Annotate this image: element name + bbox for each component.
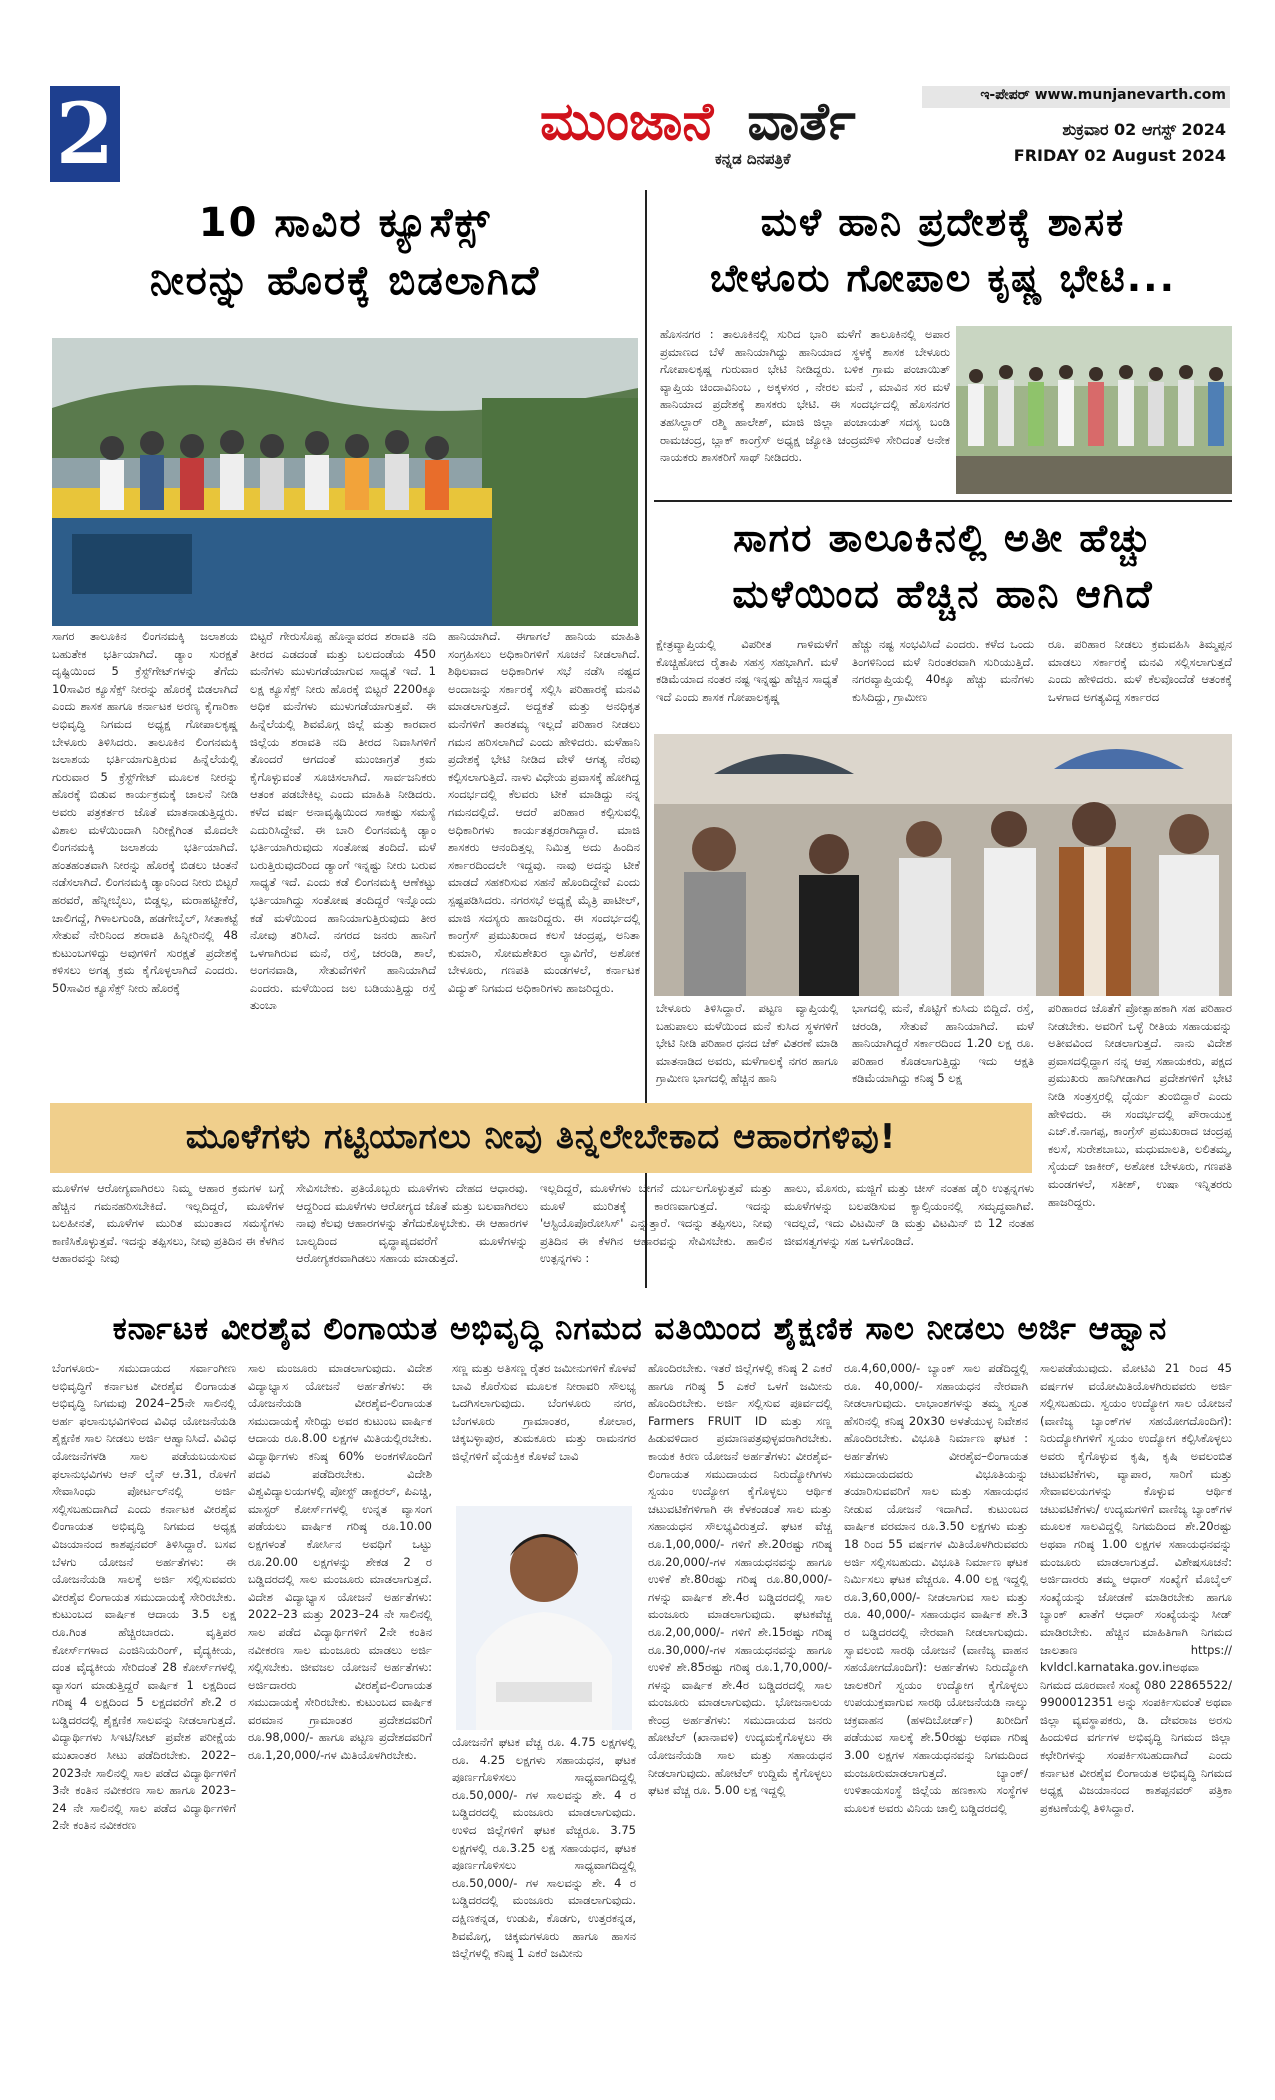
story1-headline [50, 194, 640, 310]
story1-headline-line1: 10 ಸಾವಿರ ಕ್ಯೂಸೆಕ್ಸ್ [198, 200, 492, 246]
health-col2-text: ಸೇವಿಸಬೇಕು. ಪ್ರತಿಯೊಬ್ಬರು ಮೂಳೆಗಳು ದೇಹದ ಆಧಾರವು. ಆದ್ದರಿಂದ ಮೂಳೆಗಳು ಆರೋಗ್ಯದ ಜೊತೆ ಮತ್ತು ಬಲವಾಗಿರಲು ನಾವು ಕೆಲವು ಆಹಾರಗಳನ್ನು ತೆಗೆದುಕೊಳ್ಳಬೇಕು. ಈ ಆಹಾರಗಳ ಬಾಲ್ಯದಿಂದ ವೃದ್ಧಾಪ್ಯದವರೆಗೆ ಮೂಳೆಗಳನ್ನು ಆರೋಗ್ಯಕರವಾಗಿಡಲು ಸಹಾಯ ಮಾಡುತ್ತದೆ. [296, 1181, 528, 1266]
story4-col3-lower [452, 1734, 636, 2080]
story2-headline [654, 194, 1232, 306]
story3-col3-text: ರೂ. ಪರಿಹಾರ ನೀಡಲು ಕ್ರಮವಹಿಸಿ ತಿಮ್ಮಪ್ಪನ ಮಾಡಲು ಸರ್ಕಾರಕ್ಕೆ ಮನವಿ ಸಲ್ಲಿಸಲಾಗುತ್ತದೆ ಎಂದು ಹೇಳಿದರು. ಮಳೆ ಕೆಲವೊಂದೆಡೆ ಆತಂಕಕ್ಕೆ ಒಳಗಾದ ಅಗತ್ಯವಿದ್ದ ಸರ್ಕಾರದ [1048, 637, 1232, 704]
story3-headline-line2: ಮಳೆಯಿಂದ ಹೆಚ್ಚಿನ ಹಾನಿ ಆಗಿದೆ [732, 572, 1154, 616]
health-col4-text: ಹಾಲು, ಮೊಸರು, ಮಜ್ಜಿಗೆ ಮತ್ತು ಚೀಸ್ ನಂತಹ ಡೈರಿ ಉತ್ಪನ್ನಗಳು ಮೂಳೆಗಳನ್ನು ಬಲಪಡಿಸುವ ಕ್ಯಾಲ್ಸಿಯಂನಲ್ಲಿ ಸಮೃದ್ಧವಾಗಿವೆ. ಇದಲ್ಲದೆ, ಇದು ವಿಟಮಿನ್ ಡಿ ಮತ್ತು ವಿಟಮಿನ್ ಬಿ 12 ನಂತಹ ಜೀವಸತ್ವಗಳನ್ನು ಸಹ ಒಳಗೊಂಡಿದೆ. [784, 1181, 1034, 1248]
dam-photo [52, 338, 638, 626]
story1-col2-text: ಬಿಟ್ಟರೆ ಗೇರುಸೊಪ್ಪ ಹೊನ್ನಾವರದ ಶರಾವತಿ ನದಿ ತೀರದ ಎಡದಂಡೆ ಮತ್ತು ಬಲದಂಡೆಯ 450 ಮನೆಗಳು ಮುಳುಗಡೆಯಾಗುವ ಸಾಧ್ಯತೆ ಇದೆ. 1 ಲಕ್ಷ ಕ್ಯೂಸೆಕ್ಸ್ ನೀರು ಹೊರಕ್ಕೆ ಬಿಟ್ಟರೆ 2200ಕ್ಕೂ ಅಧಿಕ ಮನೆಗಳು ಮುಳುಗಡೆಯಾಗುತ್ತವೆ. ಈ ಹಿನ್ನೆಲೆಯಲ್ಲಿ ಶಿವಮೊಗ್ಗ ಜಿಲ್ಲೆ ಮತ್ತು ಕಾರವಾರ ಜಿಲ್ಲೆಯ ಶರಾವತಿ ನದಿ ತೀರದ ನಿವಾಸಿಗಳಿಗೆ ತೊಂದರೆ ಆಗದಂತೆ ಮುಂಜಾಗ್ರತೆ ಕ್ರಮ ಕೈಗೊಳ್ಳುವಂತೆ ಸೂಚಿಸಲಾಗಿದೆ. ಸಾರ್ವಜನಿಕರು ಆತಂಕ ಪಡಬೇಕಿಲ್ಲ ಎಂದು ಮಾಹಿತಿ ನೀಡಿದರು. ಕಳೆದ ವರ್ಷ ಅನಾವೃಷ್ಟಿಯಿಂದ ಸಾಕಷ್ಟು ಸಮಸ್ಯೆ ಎದುರಿಸಿದ್ದೇವೆ. ಈ ಬಾರಿ ಲಿಂಗನಮಕ್ಕಿ ಡ್ಯಾಂ ಭರ್ತಿಯಾಗಿರುವುದು ಸಂತೋಷ ತಂದಿದೆ. ಮಳೆ ಬರುತ್ತಿರುವುದರಿಂದ ಡ್ಯಾಂಗೆ ಇನ್ನಷ್ಟು ನೀರು ಬರುವ ಸಾಧ್ಯತೆ ಇದೆ. ಎಂದು ಕಡೆ ಲಿಂಗನಮಕ್ಕಿ ಆಣೆಕಟ್ಟು ಭರ್ತಿಯಾಗಿದ್ದು ಸಂತೋಷ ತಂದಿದ್ದರೆ ಇನ್ನೊಂದು ಕಡೆ ಮಳೆಯಿಂದ ಹಾನಿಯಾಗುತ್ತಿರುವುದು ತೀರ ನೋವು ತರಿಸಿದೆ. ನಗರದ ಜನರು ಹಾನಿಗೆ ಒಳಗಾಗಿರುವ ಮನೆ, ರಸ್ತೆ, ಚರಂಡಿ, ಶಾಲೆ, ಅಂಗನವಾಡಿ, ಸೇತುವೆಗಳಿಗೆ ಹಾನಿಯಾಗಿದೆ ಎಂದರು. ಮಳೆಯಿಂದ ಜಲ ಬಡಿಯುತ್ತಿದ್ದು ರಸ್ತೆ ತುಂಬಾ [250, 629, 436, 1013]
story3-lower-col3 [1048, 1000, 1232, 1288]
newspaper-logo [540, 92, 856, 152]
story1-body-col1 [52, 628, 238, 1104]
story1-headline-line2: ನೀರನ್ನು ಹೊರಕ್ಕೆ ಬಿಡಲಾಗಿದೆ [149, 258, 541, 304]
story4-col1 [52, 1360, 236, 2080]
logo-word-1: ಮುಂಜಾನೆ [540, 92, 714, 152]
story3-lower2-text: ಭಾಗದಲ್ಲಿ ಮನೆ, ಕೊಟ್ಟಿಗೆ ಕುಸಿದು ಬಿದ್ದಿದೆ. ರಸ್ತೆ, ಚರಂಡಿ, ಸೇತುವೆ ಹಾನಿಯಾಗಿದೆ. ಮಳೆ ಹಾನಿಯಾಗಿದ್ದರೆ ಸರ್ಕಾರದಿಂದ 1.20 ಲಕ್ಷ ರೂ. ಪರಿಹಾರ ಕೊಡಲಾಗುತ್ತಿದ್ದು ಇದು ಆಕ್ಷತಿ ಕಡಿಮೆಯಾಗಿದ್ದು ಕನಿಷ್ಠ 5 ಲಕ್ಷ [852, 1001, 1034, 1086]
flood-relief-photo [654, 734, 1232, 996]
date-english: FRIDAY 02 August 2024 [1013, 146, 1226, 165]
story3-lower1-text: ಬೇಳೂರು ತಿಳಿಸಿದ್ದಾರೆ. ಪಟ್ಟಣ ವ್ಯಾಪ್ತಿಯಲ್ಲಿ ಬಹುಪಾಲು ಮಳೆಯಿಂದ ಮನೆ ಕುಸಿದ ಸ್ಥಳಗಳಿಗೆ ಭೇಟಿ ನೀಡಿ ಪರಿಹಾರ ಧನದ ಚೆಕ್ ವಿತರಣೆ ಮಾಡಿ ಮಾತನಾಡಿದ ಅವರು, ಮಳೆಗಾಲಕ್ಕೆ ನಗರ ಹಾಗೂ ಗ್ರಾಮೀಣ ಭಾಗದಲ್ಲಿ ಹೆಚ್ಚಿನ ಹಾನಿ [656, 1001, 838, 1086]
story4-col3-text: ಸಣ್ಣ ಮತ್ತು ಅತಿಸಣ್ಣ ರೈತರ ಜಮೀನುಗಳಿಗೆ ಕೊಳವೆ ಬಾವಿ ಕೊರೆಸುವ ಮೂಲಕ ನೀರಾವರಿ ಸೌಲಭ್ಯ ಒದಗಿಸಲಾಗುವುದು. ಬೆಂಗಳೂರು ನಗರ, ಬೆಂಗಳೂರು ಗ್ರಾಮಾಂತರ, ಕೋಲಾರ, ಚಿಕ್ಕಬಳ್ಳಾಪುರ, ತುಮಕೂರು ಮತ್ತು ರಾಮನಗರ ಜಿಲ್ಲೆಗಳಿಗೆ ವೈಯಕ್ತಿಕ ಕೊಳವೆ ಬಾವಿ [452, 1361, 636, 1463]
mla-visit-photo [956, 326, 1232, 494]
health-col1-text: ಮೂಳೆಗಳ ಆರೋಗ್ಯವಾಗಿರಲು ನಿಮ್ಮ ಆಹಾರ ಕ್ರಮಗಳ ಬಗ್ಗೆ ಹೆಚ್ಚಿನ ಗಮನಹರಿಸಬೇಕಿದೆ. ಇಲ್ಲದಿದ್ದರೆ, ಮೂಳೆಗಳ ಬಲಹೀನತೆ, ಮೂಳೆಗಳ ಮುರಿತ ಮುಂತಾದ ಸಮಸ್ಯೆಗಳು ಕಾಣಿಸಿಕೊಳ್ಳುತ್ತವೆ. ಇದನ್ನು ತಪ್ಪಿಸಲು, ನೀವು ಪ್ರತಿದಿನ ಈ ಕೆಳಗಿನ ಆಹಾರವನ್ನು ನೀವು [52, 1181, 284, 1266]
story4-col5-text: ರೂ.4,60,000/- ಬ್ಯಾಂಕ್ ಸಾಲ ಪಡೆದಿದ್ದಲ್ಲಿ ರೂ. 40,000/- ಸಹಾಯಧನ ನೇರವಾಗಿ ನೀಡಲಾಗುವುದು. ಲಾಭಾಂಶಗಳನ್ನು ತಮ್ಮ ಸ್ವಂತ ಹೆಸರಿನಲ್ಲಿ ಕನಿಷ್ಠ 20x30 ಅಳತೆಯುಳ್ಳ ನಿವೇಶನ ಹೊಂದಿರಬೇಕು. ವಿಭೂತಿ ನಿರ್ಮಾಣ ಘಟಕ : ಅರ್ಹತೆಗಳು ವೀರಶೈವ–ಲಿಂಗಾಯತ ಸಮುದಾಯದವರು ವಿಭೂತಿಯನ್ನು ತಯಾರಿಸುವವರಿಗೆ ಸಾಲ ಮತ್ತು ಸಹಾಯಧನ ನೀಡುವ ಯೋಜನೆ ಇದಾಗಿದೆ. ಕುಟುಂಬದ ವಾರ್ಷಿಕ ವರಮಾನ ರೂ.3.50 ಲಕ್ಷಗಳು ಮತ್ತು 18 ರಿಂದ 55 ವರ್ಷಗಳ ಮಿತಿಯೊಳಗಿರುವವರು ಅರ್ಜಿ ಸಲ್ಲಿಸಬಹುದು. ವಿಭೂತಿ ನಿರ್ಮಾಣ ಘಟಕ ನಿರ್ಮಿಸಲು ಘಟಕ ವೆಚ್ಚರೂ. 4.00 ಲಕ್ಷ ಇದ್ದಲ್ಲಿ ರೂ.3,60,000/- ನೀಡಲಾಗುವ ಸಾಲ ಮತ್ತು ರೂ. 40,000/- ಸಹಾಯಧನ ವಾರ್ಷಿಕ ಶೇ.3 ರ ಬಡ್ಡಿದರದಲ್ಲಿ ನೇರವಾಗಿ ನೀಡಲಾಗುವುದು. ಸ್ವಾವಲಂಬಿ ಸಾರಥಿ ಯೋಜನೆ (ವಾಣಿಜ್ಯ ವಾಹನ ಸಹಯೋಗದೊಂದಿಗೆ): ಅರ್ಹತೆಗಳು ನಿರುದ್ಯೋಗಿ ಚಾಲಕರಿಗೆ ಸ್ವಯಂ ಉದ್ಯೋಗ ಕೈಗೊಳ್ಳಲು ಉಪಯುಕ್ತವಾಗುವ ಸಾರಥಿ ಯೋಜನೆಯಡಿ ನಾಲ್ಕು ಚಕ್ರವಾಹನ (ಹಳದಿಬೋರ್ಡ್) ಖರೀದಿಗೆ ಪಡೆಯುವ ಸಾಲಕ್ಕೆ ಶೇ.50ರಷ್ಟು ಅಥವಾ ಗರಿಷ್ಠ 3.00 ಲಕ್ಷಗಳ ಸಹಾಯಧನವನ್ನು ನಿಗಮದಿಂದ ಮಂಜೂರುಮಾಡಲಾಗುತ್ತದೆ. ಬ್ಯಾಂಕ್/ ಉಳಿತಾಯಸಂಸ್ಥೆ ಜಿಲ್ಲೆಯ ಹಣಕಾಸು ಸಂಸ್ಥೆಗಳ ಮೂಲಕ ಅವರು ವಿನಿಯ ಚಾಲ್ತಿ ಬಡ್ಡಿದರದಲ್ಲಿ [844, 1361, 1028, 1815]
story3-lower-col2 [852, 1000, 1034, 1104]
story4-col2-text: ಸಾಲ ಮಂಜೂರು ಮಾಡಲಾಗುವುದು. ವಿದೇಶ ವಿದ್ಯಾಭ್ಯಾಸ ಯೋಜನೆ ಅರ್ಹತೆಗಳು: ಈ ಯೋಜನೆಯಡಿ ವೀರಶೈವ-ಲಿಂಗಾಯತ ಸಮುದಾಯಕ್ಕೆ ಸೇರಿದ್ದು ಅವರ ಕುಟುಂಬ ವಾರ್ಷಿಕ ಆದಾಯ ರೂ.8.00 ಲಕ್ಷಗಳ ಮಿತಿಯಲ್ಲಿರಬೇಕು. ವಿದ್ಯಾರ್ಥಿಗಳು ಕನಿಷ್ಠ 60% ಅಂಕಗಳೊಂದಿಗೆ ಪದವಿ ಪಡೆದಿರಬೇಕು. ವಿದೇಶಿ ವಿಶ್ವವಿದ್ಯಾಲಯಗಳಲ್ಲಿ ಪೋಸ್ಟ್ ಡಾಕ್ಟರಲ್, ಪಿಎಚ್ಡಿ, ಮಾಸ್ಟರ್ ಕೋರ್ಸ್‌ಗಳಲ್ಲಿ ಉನ್ನತ ವ್ಯಾಸಂಗ ಪಡೆಯಲು ವಾರ್ಷಿಕ ಗರಿಷ್ಠ ರೂ.10.00 ಲಕ್ಷಗಳಂತೆ ಕೋರ್ಸಿನ ಅವಧಿಗೆ ಒಟ್ಟು ರೂ.20.00 ಲಕ್ಷಗಳನ್ನು ಶೇಕಡ 2 ರ ಬಡ್ಡಿದರದಲ್ಲಿ ಸಾಲ ಮಂಜೂರು ಮಾಡಲಾಗುತ್ತದೆ. ವಿದೇಶ ವಿದ್ಯಾಭ್ಯಾಸ ಯೋಜನೆ ಅರ್ಹತೆಗಳು: 2022–23 ಮತ್ತು 2023–24 ನೇ ಸಾಲಿನಲ್ಲಿ ಸಾಲ ಪಡೆದ ವಿದ್ಯಾರ್ಥಿಗಳಿಗೆ 2ನೇ ಕಂತಿನ ನವೀಕರಣ ಸಾಲ ಮಂಜೂರು ಮಾಡಲು ಅರ್ಜಿ ಸಲ್ಲಿಸಬೇಕು. ಜೀವಜಲ ಯೋಜನೆ ಅರ್ಹತೆಗಳು: ಅರ್ಜಿದಾರರು ವೀರಶೈವ-ಲಿಂಗಾಯತ ಸಮುದಾಯಕ್ಕೆ ಸೇರಿರಬೇಕು. ಕುಟುಂಬದ ವಾರ್ಷಿಕ ವರಮಾನ ಗ್ರಾಮಾಂತರ ಪ್ರದೇಶದವರಿಗೆ ರೂ.98,000/- ಹಾಗೂ ಪಟ್ಟಣ ಪ್ರದೇಶದವರಿಗೆ ರೂ.1,20,000/-ಗಳ ಮಿತಿಯೊಳಗಿರಬೇಕು. [248, 1361, 432, 1763]
story3-body-col2 [852, 636, 1034, 728]
story2-headline-line2: ಬೇಳೂರು ಗೋಪಾಲ ಕೃಷ್ಣ ಭೇಟಿ... [709, 256, 1177, 300]
logo-word-2: ವಾರ್ತೆ [747, 92, 856, 152]
health-col2 [296, 1180, 528, 1288]
story1-body-col3 [448, 628, 640, 1104]
story3-headline-line1: ಸಾಗರ ತಾಲೂಕಿನಲ್ಲಿ ಅತೀ ಹೆಚ್ಚು [733, 516, 1153, 560]
health-banner [50, 1103, 1032, 1173]
story2-headline-line1: ಮಳೆ ಹಾನಿ ಪ್ರದೇಶಕ್ಕೆ ಶಾಸಕ [760, 200, 1126, 244]
page-number: 2 [50, 86, 120, 182]
story3-lower-col1 [656, 1000, 838, 1104]
story3-headline [654, 510, 1232, 622]
health-banner-title: ಮೂಳೆಗಳು ಗಟ್ಟಿಯಾಗಲು ನೀವು ತಿನ್ನಲೇಬೇಕಾದ ಆಹಾರಗಳಿವು! [185, 1117, 897, 1157]
story4-headline: ಕರ್ನಾಟಕ ವೀರಶೈವ ಲಿಂಗಾಯತ ಅಭಿವೃದ್ಧಿ ನಿಗಮದ ವತಿಯಿಂದ ಶೈಕ್ಷಣಿಕ ಸಾಲ ನೀಡಲು ಅರ್ಜಿ ಆಹ್ವಾನ [112, 1311, 1168, 1347]
story1-body-col2 [250, 628, 436, 1104]
story2-body-text: ಹೊಸನಗರ : ತಾಲೂಕಿನಲ್ಲಿ ಸುರಿದ ಭಾರಿ ಮಳೆಗೆ ತಾಲೂಕಿನಲ್ಲಿ ಅಪಾರ ಪ್ರಮಾಣದ ಬೆಳೆ ಹಾನಿಯಾಗಿದ್ದು ಹಾನಿಯಾದ ಸ್ಥಳಕ್ಕೆ ಶಾಸಕ ಬೇಳೂರು ಗೋಪಾಲಕೃಷ್ಣ ಗುರುವಾರ ಭೇಟಿ ನೀಡಿದ್ದರು. ಬಳಿಕ ಗ್ರಾಮ ಪಂಚಾಯಿತ್ ವ್ಯಾಪ್ತಿಯ ಚಿಂದಾವಿನಿಂಬ , ಅಕ್ಕಳಸರ , ನೇರಲ ಮನೆ , ಮಾವಿನ ಸರ ಮಳೆ ಹಾನಿಯಾದ ಪ್ರದೇಶಕ್ಕೆ ಶಾಸಕರು ಭೇಟಿ. ಈ ಸಂದರ್ಭದಲ್ಲಿ ಹೊಸನಗರ ತಹಸಿಲ್ದಾರ್ ರಶ್ಮಿ ಹಾಲೇಶ್, ಮಾಜಿ ಜಿಲ್ಲಾ ಪಂಚಾಯತ್ ಸದಸ್ಯ ಬಂಡಿ ರಾಮಚಂದ್ರ, ಬ್ಲಾಕ್ ಕಾಂಗ್ರೆಸ್ ಅಧ್ಯಕ್ಷ ಜ್ಯೋತಿ ಚಂದ್ರಮೌಳಿ ಸೇರಿದಂತೆ ಅನೇಕ ನಾಯಕರು ಶಾಸಕರಿಗೆ ಸಾಥ್ ನೀಡಿದರು. [660, 327, 950, 465]
story1-col3-text: ಹಾನಿಯಾಗಿದೆ. ಈಗಾಗಲೆ ಹಾನಿಯ ಮಾಹಿತಿ ಸಂಗ್ರಹಿಸಲು ಅಧಿಕಾರಿಗಳಿಗೆ ಸೂಚನೆ ನೀಡಲಾಗಿದೆ. ಶಿಥಿಲವಾದ ಅಧಿಕಾರಿಗಳ ಸಭೆ ನಡೆಸಿ ನಷ್ಟದ ಅಂದಾಜನ್ನು ಸರ್ಕಾರಕ್ಕೆ ಸಲ್ಲಿಸಿ ಪರಿಹಾರಕ್ಕೆ ಮನವಿ ಮಾಡಲಾಗುತ್ತದೆ. ಅದ್ದಕತೆ ಮತ್ತು ಅನಧಿಕೃತ ಮನೆಗಳಿಗೆ ತಾರತಮ್ಯ ಇಲ್ಲದೆ ಪರಿಹಾರ ನೀಡಲು ಗಮನ ಹರಿಸಲಾಗಿದೆ ಎಂದು ಹೇಳಿದರು. ಮಳೆಹಾನಿ ಪ್ರದೇಶಕ್ಕೆ ಭೇಟಿ ನೀಡಿದ ವೇಳೆ ಆಗತ್ಯ ನೆರವು ಕಲ್ಪಿಸಲಾಗುತ್ತಿದೆ. ನಾಳು ವಿಧೇಯ ಪ್ರವಾಸಕ್ಕೆ ಹೋಗಿದ್ದ ಸಂದರ್ಭದಲ್ಲಿ ಕೆಲವರು ಟೀಕೆ ಮಾಡಿದ್ದು ನನ್ನ ಗಮನದಲ್ಲಿದೆ. ಆದರೆ ಪರಿಹಾರ ಕಲ್ಪಿಸುವಲ್ಲಿ ಅಧಿಕಾರಿಗಳು ಕಾರ್ಯತತ್ಪರರಾಗಿದ್ದಾರೆ. ಮಾಜಿ ಶಾಸಕರು ಆನಂದಿತ್ತಲ್ಲ ನಿಮಿತ್ತ ಅದು ಹಿಂದಿನ ಸರ್ಕಾರದಿಂದಲೇ ಇದ್ದವು. ನಾವು ಅದನ್ನು ಟೀಕೆ ಮಾಡದೆ ಸಹಕರಿಸುವ ಸಹನೆ ಹೊಂದಿದ್ದೇವೆ ಎಂದು ಸ್ಪಷ್ಟಪಡಿಸಿದರು. ನಗರಸಭೆ ಅಧ್ಯಕ್ಷೆ ಮೈತ್ರಿ ಪಾಟೀಲ್, ಮಾಜಿ ಸದಸ್ಯರು ಹಾಜರಿದ್ದರು. ಈ ಸಂದರ್ಭದಲ್ಲಿ ಕಾಂಗ್ರೆಸ್ ಪ್ರಮುಖರಾದ ಕಲಸೆ ಚಂದ್ರಪ್ಪ, ಅನಿತಾ ಕುಮಾರಿ, ಸೋಮಶೇಖರ ಲ್ಯಾವಿಗೆರೆ, ಅಶೋಕ ಬೇಳೂರು, ಗಣಪತಿ ಮಂಡಗಳಲೆ, ಕರ್ನಾಟಕ ವಿದ್ಯುತ್ ನಿಗಮದ ಅಧಿಕಾರಿಗಳು ಹಾಜರಿದ್ದರು. [448, 629, 640, 995]
epaper-bar [922, 86, 1230, 108]
story4-col2 [248, 1360, 432, 2080]
chairman-portrait [456, 1506, 632, 1730]
story3-col2-text: ಹೆಚ್ಚು ನಷ್ಟ ಸಂಭವಿಸಿದೆ ಎಂದರು. ಕಳೆದ ಒಂದು ತಿಂಗಳಿನಿಂದ ಮಳೆ ನಿರಂತರವಾಗಿ ಸುರಿಯುತ್ತಿದೆ. ನಗರವ್ಯಾಪ್ತಿಯಲ್ಲಿ 40ಕ್ಕೂ ಹೆಚ್ಚು ಮನೆಗಳು ಕುಸಿದಿದ್ದು, ಗ್ರಾಮೀಣ [852, 637, 1034, 704]
story4-col4 [648, 1360, 832, 2080]
tagline: ಕನ್ನಡ ದಿನಪತ್ರಿಕೆ [715, 150, 791, 168]
story4-col3-lower-text: ಯೋಜನೆಗೆ ಘಟಕ ವೆಚ್ಚ ರೂ. 4.75 ಲಕ್ಷಗಳಲ್ಲಿ ರೂ. 4.25 ಲಕ್ಷಗಳು ಸಹಾಯಧನ, ಘಟಕ ಪೂರ್ಣಗೊಳಿಸಲು ಸಾಧ್ಯವಾಗದಿದ್ದಲ್ಲಿ ರೂ.50,000/- ಗಳ ಸಾಲವನ್ನು ಶೇ. 4 ರ ಬಡ್ಡಿದರದಲ್ಲಿ ಮಂಜೂರು ಮಾಡಲಾಗುವುದು. ಉಳಿದ ಜಿಲ್ಲೆಗಳಿಗೆ ಘಟಕ ವೆಚ್ಚರೂ. 3.75 ಲಕ್ಷಗಳಲ್ಲಿ ರೂ.3.25 ಲಕ್ಷ ಸಹಾಯಧನ, ಘಟಕ ಪೂರ್ಣಗೊಳಿಸಲು ಸಾಧ್ಯವಾಗದಿದ್ದಲ್ಲಿ ರೂ.50,000/- ಗಳ ಸಾಲವನ್ನು ಶೇ. 4 ರ ಬಡ್ಡಿದರದಲ್ಲಿ ಮಂಜೂರು ಮಾಡಲಾಗುವುದು. ದಕ್ಷಿಣಕನ್ನಡ, ಉಡುಪಿ, ಕೊಡಗು, ಉತ್ತರಕನ್ನಡ, ಶಿವಮೊಗ್ಗ, ಚಿಕ್ಕಮಗಳೂರು ಹಾಗೂ ಹಾಸನ ಜಿಲ್ಲೆಗಳಲ್ಲಿ ಕನಿಷ್ಠ 1 ಎಕರೆ ಜಮೀನು [452, 1735, 636, 1961]
story1-col1-text: ಸಾಗರ ತಾಲೂಕಿನ ಲಿಂಗನಮಕ್ಕಿ ಜಲಾಶಯ ಬಹುತೇಕ ಭರ್ತಿಯಾಗಿದೆ. ಡ್ಯಾಂ ಸುರಕ್ಷತೆ ದೃಷ್ಟಿಯಿಂದ 5 ಕ್ರೆಸ್ಟ್‌ಗೇಟ್‌ಗಳನ್ನು ತೆಗೆದು 10ಸಾವಿರ ಕ್ಯೂಸೆಕ್ಸ್ ನೀರನ್ನು ಹೊರಕ್ಕೆ ಬಿಡಲಾಗಿದೆ ಎಂದು ಶಾಸಕ ಹಾಗೂ ಕರ್ನಾಟಕ ಅರಣ್ಯ ಕೈಗಾರಿಕಾ ಅಭಿವೃದ್ಧಿ ನಿಗಮದ ಅಧ್ಯಕ್ಷ ಗೋಪಾಲಕೃಷ್ಣ ಬೇಳೂರು ತಿಳಿಸಿದರು. ತಾಲೂಕಿನ ಲಿಂಗನಮಕ್ಕಿ ಜಲಾಶಯ ಭರ್ತಿಯಾಗುತ್ತಿರುವ ಹಿನ್ನೆಲೆಯಲ್ಲಿ ಗುರುವಾರ 5 ಕ್ರೆಸ್ಟ್‌ಗೇಟ್ ಮೂಲಕ ನೀರನ್ನು ಹೊರಕ್ಕೆ ಬಿಡುವ ಕಾರ್ಯಕ್ರಮಕ್ಕೆ ಚಾಲನೆ ನೀಡಿ ಅವರು ಪತ್ರಕರ್ತರ ಜೊತೆ ಮಾತನಾಡುತ್ತಿದ್ದರು. ವಿಶಾಲ ಮಳೆಯಿಂದಾಗಿ ನಿರೀಕ್ಷೆಗಿಂತ ಮೊದಲೇ ಲಿಂಗನಮಕ್ಕಿ ಜಲಾಶಯ ಭರ್ತಿಯಾಗಿದೆ. ಹಂತಹಂತವಾಗಿ ನೀರನ್ನು ಹೊರಕ್ಕೆ ಬಿಡಲು ಚಿಂತನೆ ನಡೆಸಲಾಗಿದೆ. ಲಿಂಗನಮಕ್ಕಿ ಡ್ಯಾಂನಿಂದ ನೀರು ಬಿಟ್ಟರೆ ಹರವರೆ, ಹೆನ್ನೀಬೈಲು, ಬಿಡ್ಡಲ್ಲ, ಮರಾಹಟ್ಟೀಕೆರೆ, ಚಾಲಿಗದ್ದೆ, ಗಿಳಾಲಗುಂಡಿ, ಹಡಗೇಬೈಲ್, ಸೀತಾಕಟ್ಟೆ ಸೇತುವೆ ನೇರಿನಿಂದ ಶರಾವತಿ ಹಿನ್ನೀರಿನಲ್ಲಿ 48 ಕುಟುಂಬಗಳಿದ್ದು ಅವುಗಳಿಗೆ ಸುರಕ್ಷತೆ ಪ್ರದೇಶಕ್ಕೆ ಕಳಿಸಲು ಅಗತ್ಯ ಕ್ರಮ ಕೈಗೊಳ್ಳಲಾಗಿದೆ ಎಂದರು. 50ಸಾವಿರ ಕ್ಯೂಸೆಕ್ಸ್ ನೀರು ಹೊರಕ್ಕೆ [52, 629, 238, 995]
health-col1 [52, 1180, 284, 1288]
story4-col6 [1040, 1360, 1232, 2080]
story4-col5 [844, 1360, 1028, 2080]
health-col4 [784, 1180, 1034, 1288]
story2-body [660, 326, 950, 494]
masthead [50, 86, 1230, 184]
story3-lower3-text: ಪರಿಹಾರದ ಜೊತೆಗೆ ಪ್ರೋತ್ಸಾಹಕಾಗಿ ಸಹ ಪರಿಹಾರ ನೀಡಬೇಕು. ಅವರಿಗೆ ಒಳ್ಳೆ ರೀತಿಯ ಸಹಾಯವನ್ನು ಅತೀವವಿಂದ ನೀಡಲಾಗುತ್ತದೆ. ನಾನು ವಿದೇಶ ಪ್ರವಾಸದಲ್ಲಿದ್ದಾಗ ನನ್ನ ಆಪ್ತ ಸಹಾಯಕರು, ಪಕ್ಷದ ಪ್ರಮುಖರು ಹಾನಿಗೀಡಾಗಿದ ಪ್ರದೇಶಗಳಿಗೆ ಭೇಟಿ ನೀಡಿ ಸಂತ್ರಸ್ತರಲ್ಲಿ ಧೈರ್ಯ ತುಂಬಿದ್ದಾರೆ ಎಂದು ಹೇಳಿದರು. ಈ ಸಂದರ್ಭದಲ್ಲಿ ಪೌರಾಯುಕ್ತ ಎಚ್.ಕೆ.ನಾಗಪ್ಪ, ಕಾಂಗ್ರೆಸ್ ಪ್ರಮುಖರಾದ ಚಂದ್ರಪ್ಪ ಕಲಸೆ, ಸುರೇಶಬಾಬು, ಮಧುಮಾಲತಿ, ಲಲಿತಮ್ಮ, ಸೈಯದ್ ಜಾಕೀರ್, ಅಶೋಕ ಬೇಳೂರು, ಗಣಪತಿ ಮಂಡಗಳಲೆ, ಸತೀಶ್, ಉಷಾ ಇನ್ನಿತರರು ಹಾಜರಿದ್ದರು. [1048, 1001, 1232, 1209]
date-kannada: ಶುಕ್ರವಾರ 02 ಆಗಸ್ಟ್ 2024 [1062, 120, 1226, 139]
story3-body-col1 [656, 636, 838, 728]
health-col3-text: ಇಲ್ಲದಿದ್ದರೆ, ಮೂಳೆಗಳು ಬೇಗನೆ ದುರ್ಬಲಗೊಳ್ಳುತ್ತವೆ ಮತ್ತು ಮೂಳೆ ಮುರಿತಕ್ಕೆ ಕಾರಣವಾಗುತ್ತದೆ. ಇದನ್ನು 'ಆಸ್ಟಿಯೊಪೊರೋಸಿಸ್' ಎನ್ನುತ್ತಾರೆ. ಇದನ್ನು ತಪ್ಪಿಸಲು, ನೀವು ಪ್ರತಿದಿನ ಈ ಕೆಳಗಿನ ಆಹಾರವನ್ನು ಸೇವಿಸಬೇಕು. ಹಾಲಿನ ಉತ್ಪನ್ನಗಳು : [540, 1181, 772, 1266]
story4-col4-text: ಹೊಂದಿರಬೇಕು. ಇತರೆ ಜಿಲ್ಲೆಗಳಲ್ಲಿ ಕನಿಷ್ಠ 2 ಎಕರೆ ಹಾಗೂ ಗರಿಷ್ಠ 5 ಎಕರೆ ಒಳಗೆ ಜಮೀನು ಹೊಂದಿರಬೇಕು. ಅರ್ಜಿ ಸಲ್ಲಿಸುವ ಪೂರ್ವದಲ್ಲಿ Farmers FRUIT ID ಮತ್ತು ಸಣ್ಣ ಹಿಡುವಳಿದಾರ ಪ್ರಮಾಣಪತ್ರವುಳ್ಳವರಾಗಿರಬೇಕು. ಕಾಯಕ ಕಿರಣ ಯೋಜನೆ ಅರ್ಹತೆಗಳು: ವೀರಶೈವ-ಲಿಂಗಾಯತ ಸಮುದಾಯದ ನಿರುದ್ಯೋಗಿಗಳು ಸ್ವಯಂ ಉದ್ಯೋಗ ಕೈಗೊಳ್ಳಲು ಆರ್ಥಿಕ ಚಟುವಟಿಕೆಗಳಿಗಾಗಿ ಈ ಕೆಳಕಂಡಂತೆ ಸಾಲ ಮತ್ತು ಸಹಾಯಧನ ಸೌಲಭ್ಯವಿರುತ್ತದೆ. ಘಟಕ ವೆಚ್ಚ ರೂ.1,00,000/- ಗಳಿಗೆ ಶೇ.20ರಷ್ಟು ಗರಿಷ್ಠ ರೂ.20,000/-ಗಳ ಸಹಾಯಧನವನ್ನು ಹಾಗೂ ಉಳಿಕೆ ಶೇ.80ರಷ್ಟು ಗರಿಷ್ಠ ರೂ.80,000/-ಗಳನ್ನು ವಾರ್ಷಿಕ ಶೇ.4ರ ಬಡ್ಡಿದರದಲ್ಲಿ ಸಾಲ ಮಂಜೂರು ಮಾಡಲಾಗುವುದು. ಘಟಕವೆಚ್ಚ ರೂ.2,00,000/- ಗಳಿಗೆ ಶೇ.15ರಷ್ಟು ಗರಿಷ್ಠ ರೂ.30,000/-ಗಳ ಸಹಾಯಧನವನ್ನು ಹಾಗೂ ಉಳಿಕೆ ಶೇ.85ರಷ್ಟು ಗರಿಷ್ಠ ರೂ.1,70,000/-ಗಳನ್ನು ವಾರ್ಷಿಕ ಶೇ.4ರ ಬಡ್ಡಿದರದಲ್ಲಿ ಸಾಲ ಮಂಜೂರು ಮಾಡಲಾಗುವುದು. ಭೋಜನಾಲಯ ಕೇಂದ್ರ ಅರ್ಹತೆಗಳು: ಸಮುದಾಯದ ಜನರು ಹೋಟೆಲ್ (ಖಾನಾವಳಿ) ಉದ್ಯಮಕೈಗೊಳ್ಳಲು ಈ ಯೋಜನೆಯಡಿ ಸಾಲ ಮತ್ತು ಸಹಾಯಧನ ನೀಡಲಾಗುವುದು. ಹೋಟೆಲ್ ಉದ್ದಿಮೆ ಕೈಗೊಳ್ಳಲು ಘಟಕ ವೆಚ್ಚ ರೂ. 5.00 ಲಕ್ಷ ಇದ್ದಲ್ಲಿ [648, 1361, 832, 1798]
story3-col1-text: ಕ್ಷೇತ್ರವ್ಯಾಪ್ತಿಯಲ್ಲಿ ವಿಪರೀತ ಗಾಳಿಮಳೆಗೆ ಕೊಚ್ಚಿಹೋದ ರೈತಾಪಿ ಸಹಸ್ರ ಸಹಭಾಗಿಗೆ. ಮಳೆ ಕಡಿಮೆಯಾದ ನಂತರ ನಷ್ಟ ಇನ್ನಷ್ಟು ಹೆಚ್ಚಿನ ಸಾಧ್ಯತೆ ಇದೆ ಎಂದು ಶಾಸಕ ಗೋಪಾಲಕೃಷ್ಣ [656, 637, 838, 704]
story4-col3 [452, 1360, 636, 1505]
section-divider [654, 500, 1232, 502]
story3-body-col3 [1048, 636, 1232, 728]
health-col3 [540, 1180, 772, 1288]
epaper-link[interactable]: ಇ-ಪೇಪರ್ www.munjanevarth.com [980, 87, 1226, 103]
story4-col1-text: ಬೆಂಗಳೂರು- ಸಮುದಾಯದ ಸರ್ವಾಂಗೀಣ ಅಭಿವೃದ್ಧಿಗೆ ಕರ್ನಾಟಕ ವೀರಶೈವ ಲಿಂಗಾಯತ ಅಭಿವೃದ್ಧಿ ನಿಗಮವು 2024–25ನೇ ಸಾಲಿನಲ್ಲಿ ಅರ್ಹ ಫಲಾನುಭವಿಗಳಿಂದ ವಿವಿಧ ಯೋಜನೆಯಡಿ ಶೈಕ್ಷಣಿಕ ಸಾಲ ನೀಡಲು ಅರ್ಜಿ ಆಹ್ವಾನಿಸಿದೆ. ವಿವಿಧ ಯೋಜನೆಗಳಡಿ ಸಾಲ ಪಡೆಯಬಯಸುವ ಫಲಾನುಭವಿಗಳು ಆನ್ ಲೈನ್ ಆ.31, ರೊಳಗೆ ಸೇವಾಸಿಂಧು ಪೋರ್ಟಲ್‌ನಲ್ಲಿ ಅರ್ಜಿ ಸಲ್ಲಿಸಬಹುದಾಗಿದೆ ಎಂದು ಕರ್ನಾಟಕ ವೀರಶೈವ ಲಿಂಗಾಯತ ಅಭಿವೃದ್ಧಿ ನಿಗಮದ ಅಧ್ಯಕ್ಷ ವಿಜಯಾನಂದ ಕಾಶಪ್ಪನವರ್ ತಿಳಿಸಿದ್ದಾರೆ. ಬಸವ ಬೆಳಗು ಯೋಜನೆ ಅರ್ಹತೆಗಳು: ಈ ಯೋಜನೆಯಡಿ ಸಾಲಕ್ಕೆ ಅರ್ಜಿ ಸಲ್ಲಿಸುವವರು ವೀರಶೈವ ಲಿಂಗಾಯತ ಸಮುದಾಯಕ್ಕೆ ಸೇರಿರಬೇಕು. ಕುಟುಂಬದ ವಾರ್ಷಿಕ ಆದಾಯ 3.5 ಲಕ್ಷ ರೂ.ಗಿಂತ ಹೆಚ್ಚಿರಬಾರದು. ವೃತ್ತಿಪರ ಕೋರ್ಸ್‌ಗಳಾದ ಎಂಜಿನಿಯರಿಂಗ್, ವೈದ್ಯಕೀಯ, ದಂತ ವೈದ್ಯಕೀಯ ಸೇರಿದಂತೆ 28 ಕೋರ್ಸ್‌ಗಳಲ್ಲಿ ವ್ಯಾಸಂಗ ಮಾಡುತ್ತಿದ್ದರೆ ವಾರ್ಷಿಕ 1 ಲಕ್ಷದಿಂದ ಗರಿಷ್ಠ 4 ಲಕ್ಷದಿಂದ 5 ಲಕ್ಷದವರೆಗೆ ಶೇ.2 ರ ಬಡ್ಡಿದರದಲ್ಲಿ ಶೈಕ್ಷಣಿಕ ಸಾಲವನ್ನು ನೀಡಲಾಗುತ್ತದೆ. ವಿದ್ಯಾರ್ಥಿಗಳು ಸಿಇಟಿ/ನೀಟ್ ಪ್ರವೇಶ ಪರೀಕ್ಷೆಯ ಮುಖಾಂತರ ಸೀಟು ಪಡೆದಿರಬೇಕು. 2022–2023ನೇ ಸಾಲಿನಲ್ಲಿ ಸಾಲ ಪಡೆದ ವಿದ್ಯಾರ್ಥಿಗಳಿಗೆ 3ನೇ ಕಂತಿನ ನವೀಕರಣ ಸಾಲ ಹಾಗೂ 2023–24 ನೇ ಸಾಲಿನಲ್ಲಿ ಸಾಲ ಪಡೆದ ವಿದ್ಯಾರ್ಥಿಗಳಿಗೆ 2ನೇ ಕಂತಿನ ನವೀಕರಣ [52, 1361, 236, 1833]
story4-col6-text: ಸಾಲಪಡೆಯುವುದು. ಮೋಟಿವಿ 21 ರಿಂದ 45 ವರ್ಷಗಳ ವಯೋಮಿತಿಯೊಳಗಿರುವವರು ಅರ್ಜಿ ಸಲ್ಲಿಸಬಹುದು. ಸ್ವಯಂ ಉದ್ಯೋಗ ಸಾಲ ಯೋಜನೆ (ವಾಣಿಜ್ಯ ಬ್ಯಾಂಕ್‌ಗಳ ಸಹಯೋಗದೊಂದಿಗೆ): ನಿರುದ್ಯೋಗಿಗಳಿಗೆ ಸ್ವಯಂ ಉದ್ಯೋಗ ಕಲ್ಪಿಸಿಕೊಳ್ಳಲು ಅವರು ಕೈಗೊಳ್ಳುವ ಕೃಷಿ, ಕೃಷಿ ಅವಲಂಬಿತ ಚಟುವಟಿಕೆಗಳು, ವ್ಯಾಪಾರ, ಸಾರಿಗೆ ಮತ್ತು ಸೇವಾವಲಯಗಳನ್ನು ಕೊಳ್ಳುವ ಆರ್ಥಿಕ ಚಟುವಟಿಕೆಗಳು/ ಉದ್ಯಮಗಳಿಗೆ ವಾಣಿಜ್ಯ ಬ್ಯಾಂಕ್‌ಗಳ ಮೂಲಕ ಸಾಲವಿದ್ದಲ್ಲಿ ನಿಗಮದಿಂದ ಶೇ.20ರಷ್ಟು ಅಥವಾ ಗರಿಷ್ಠ 1.00 ಲಕ್ಷಗಳ ಸಹಾಯಧನವನ್ನು ಮಂಜೂರು ಮಾಡಲಾಗುತ್ತದೆ. ವಿಶೇಷಸೂಚನೆ: ಅರ್ಜಿದಾರರು ತಮ್ಮ ಆಧಾರ್ ಸಂಖ್ಯೆಗೆ ಮೊಬೈಲ್ ಸಂಖ್ಯೆಯನ್ನು ಜೋಡಣೆ ಮಾಡಿರಬೇಕು ಹಾಗೂ ಬ್ಯಾಂಕ್ ಖಾತೆಗೆ ಆಧಾರ್ ಸಂಖ್ಯೆಯನ್ನು ಸೀಡ್ ಮಾಡಿರಬೇಕು. ಹೆಚ್ಚಿನ ಮಾಹಿತಿಗಾಗಿ ನಿಗಮದ ಜಾಲತಾಣ https:// kvldcl.karnataka.gov.inಅಥವಾ ನಿಗಮದ ದೂರವಾಣಿ ಸಂಖ್ಯೆ 080 22865522/ 9900012351 ಅನ್ನು ಸಂಪರ್ಕಿಸುವಂತೆ ಅಥವಾ ಜಿಲ್ಲಾ ವ್ಯವಸ್ಥಾಪಕರು, ಡಿ. ದೇವರಾಜ ಅರಸು ಹಿಂದುಳಿದ ವರ್ಗಗಳ ಅಭಿವೃದ್ಧಿ ನಿಗಮದ ಜಿಲ್ಲಾ ಕಛೇರಿಗಳನ್ನು ಸಂಪರ್ಕಿಸಬಹುದಾಗಿದೆ ಎಂದು ಕರ್ನಾಟಕ ವೀರಶೈವ ಲಿಂಗಾಯತ ಅಭಿವೃದ್ಧಿ ನಿಗಮದ ಅಧ್ಯಕ್ಷ ವಿಜಯಾನಂದ ಕಾಶಪ್ಪನವರ್ ಪತ್ರಿಕಾ ಪ್ರಕಟಣೆಯಲ್ಲಿ ತಿಳಿಸಿದ್ದಾರೆ. [1040, 1361, 1232, 1815]
